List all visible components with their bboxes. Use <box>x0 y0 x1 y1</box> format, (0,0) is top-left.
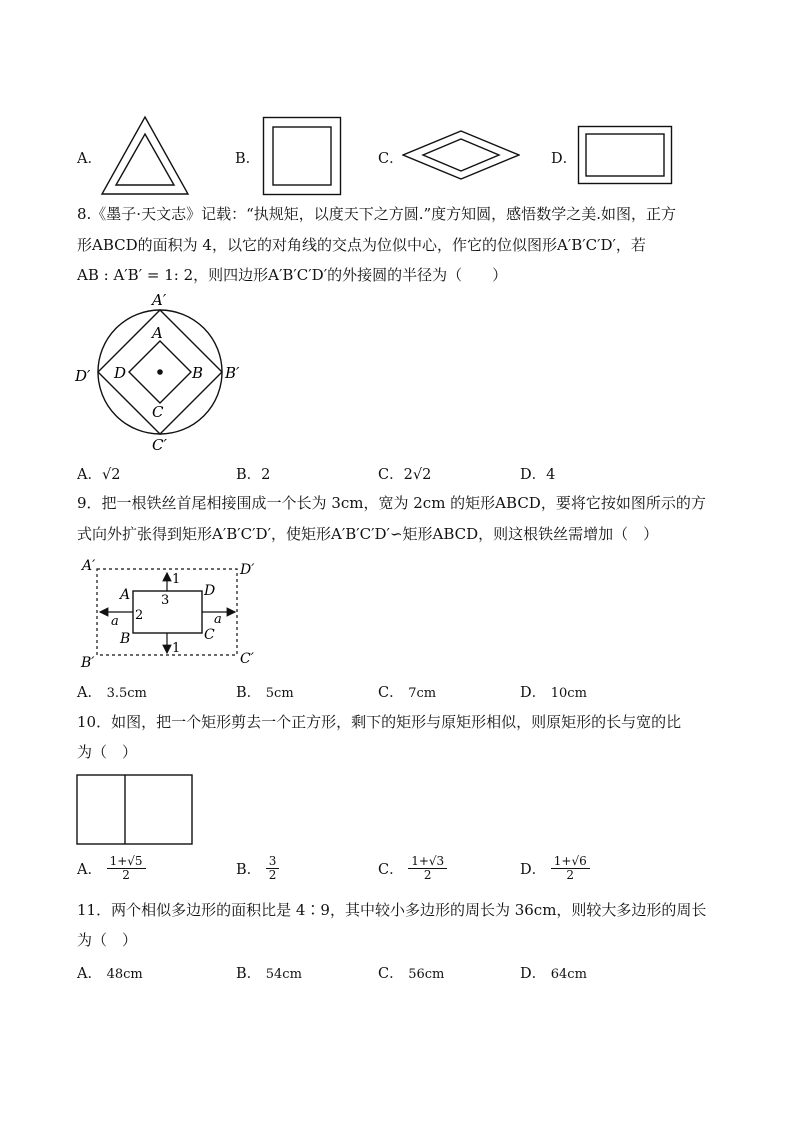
q11-opt-c-letter: C． <box>378 966 404 982</box>
q10-figure <box>76 774 194 846</box>
rhombus-icon <box>402 130 520 180</box>
q9-opt-a-value: 3.5cm <box>106 686 147 701</box>
q11-text-line1: 11．两个相似多边形的面积比是 4∶9，其中较小多边形的周长为 36cm，则较大多边形的周长 <box>77 901 707 919</box>
q9-opt-d-letter: D． <box>520 685 547 701</box>
q10-opt-b-den: 2 <box>268 868 277 882</box>
q11-opt-c-value: 56cm <box>408 967 445 982</box>
q8-label-b-prime: B′ <box>225 364 240 382</box>
q10-opt-d-letter: D． <box>520 862 547 878</box>
square-icon <box>262 116 342 196</box>
q8-opt-a-letter: A． <box>77 467 102 483</box>
q9-text-line1: 9．把一根铁丝首尾相接围成一个长为 3cm，宽为 2cm 的矩形ABCD，要将它按如图所示的方 <box>77 494 706 512</box>
q9-opt-c-value: 7cm <box>408 686 437 701</box>
q10-opt-d-num: 1+√6 <box>551 855 590 869</box>
q9-label-width: 2 <box>135 608 144 623</box>
q8-opt-c-letter: C． <box>378 467 404 483</box>
rectangle-icon <box>577 125 673 185</box>
q8-opt-b-value: 2 <box>261 467 271 483</box>
q10-opt-a-fraction <box>107 855 146 882</box>
q8-label-a-prime: A′ <box>152 291 167 309</box>
q9-opt-d-value: 10cm <box>550 686 587 701</box>
q8-label-c-prime: C′ <box>152 436 167 454</box>
q8-opt-c-value: 2√2 <box>403 467 432 483</box>
q10-opt-b-fraction <box>266 855 280 882</box>
q9-opt-b-letter: B． <box>236 685 262 701</box>
q9-opt-b-value: 5cm <box>265 686 294 701</box>
q9-label-a: A <box>120 587 131 603</box>
q8-label-b: B <box>192 364 204 382</box>
q11-opt-b-letter: B． <box>236 966 262 982</box>
q8-label-d: D <box>114 364 127 382</box>
q10-opt-c-fraction <box>408 855 447 882</box>
q10-opt-a-num: 1+√5 <box>107 855 146 869</box>
q11-opt-a-value: 48cm <box>106 967 143 982</box>
q8-label-c: C <box>152 403 164 421</box>
q9-text-line2: 式向外扩张得到矩形A′B′C′D′，使矩形A′B′C′D′∽矩形ABCD，则这根铁丝需增加（ ） <box>77 525 659 543</box>
q9-label-top: 1 <box>172 572 181 587</box>
q10-opt-b-letter: B． <box>236 862 262 878</box>
q10-opt-c-letter: C． <box>378 862 404 878</box>
q8-text-line1: 8.《墨子·天文志》记载：“执规矩，以度天下之方圆.”度方知圆，感悟数学之美.如图，正方 <box>77 205 676 223</box>
q9-label-right-a: a <box>214 612 222 627</box>
q9-label-d-prime: D′ <box>240 562 255 578</box>
q9-label-d: D <box>204 583 216 599</box>
q10-opt-c-num: 1+√3 <box>408 855 447 869</box>
q11-opt-d-letter: D． <box>520 966 547 982</box>
q10-opt-b-num: 3 <box>266 855 280 869</box>
q9-opt-c-letter: C． <box>378 685 404 701</box>
q8-figure <box>72 290 252 460</box>
q9-label-c-prime: C′ <box>240 651 254 667</box>
q11-text-line2: 为（ ） <box>77 931 138 949</box>
q8-opt-b-letter: B． <box>236 467 262 483</box>
q9-label-length: 3 <box>161 593 170 608</box>
q9-label-c: C <box>204 627 215 643</box>
triangle-icon <box>100 114 190 196</box>
q9-label-b-prime: B′ <box>81 655 95 671</box>
q8-label-a: A <box>152 324 163 342</box>
q11-opt-d-value: 64cm <box>550 967 587 982</box>
q7-option-b-letter: B． <box>235 151 261 167</box>
q8-text-line3: AB : A′B′ = 1: 2，则四边形A′B′C′D′的外接圆的半径为（ ） <box>77 266 508 284</box>
q8-opt-a-value: √2 <box>101 467 121 483</box>
q9-opt-a-letter: A． <box>77 685 102 701</box>
q7-option-d-letter: D． <box>551 151 578 167</box>
q9-label-bottom: 1 <box>172 641 181 656</box>
q8-opt-d-value: 4 <box>546 467 556 483</box>
q8-text-line2: 形ABCD的面积为 4，以它的对角线的交点为位似中心，作它的位似图形A′B′C′D′，若 <box>77 236 646 254</box>
q9-label-a-prime: A′ <box>82 558 96 574</box>
q7-option-a-letter: A． <box>77 151 102 167</box>
q10-opt-d-fraction <box>551 855 590 882</box>
q10-opt-c-den: 2 <box>423 868 432 882</box>
q7-option-c-letter: C． <box>378 151 404 167</box>
q9-label-b: B <box>120 631 131 647</box>
q10-text-line1: 10．如图，把一个矩形剪去一个正方形，剩下的矩形与原矩形相似，则原矩形的长与宽的比 <box>77 713 682 731</box>
q8-label-d-prime: D′ <box>75 367 91 385</box>
q10-text-line2: 为（ ） <box>77 743 138 761</box>
q10-opt-a-letter: A． <box>77 862 102 878</box>
q10-opt-d-den: 2 <box>566 868 575 882</box>
q9-label-left-a: a <box>111 614 119 629</box>
q11-opt-a-letter: A． <box>77 966 102 982</box>
q9-figure <box>78 557 268 671</box>
q11-opt-b-value: 54cm <box>265 967 302 982</box>
q8-opt-d-letter: D． <box>520 467 547 483</box>
q10-opt-a-den: 2 <box>122 868 130 882</box>
